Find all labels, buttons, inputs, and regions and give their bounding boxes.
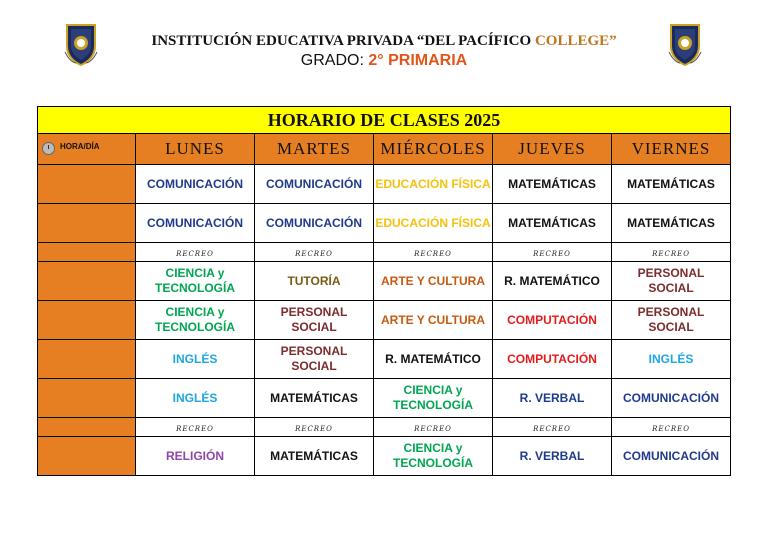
subject-name xyxy=(136,352,254,367)
subject-line: MATEMÁTICAS xyxy=(627,176,715,191)
day-header: VIERNES xyxy=(612,134,731,165)
recreo-row xyxy=(38,418,731,437)
time-slot-cell xyxy=(38,418,136,437)
time-slot-cell xyxy=(38,262,136,301)
class-cell xyxy=(255,437,374,476)
subject-line: ARTE Y CULTURA xyxy=(380,273,485,288)
subject-line: MATEMÁTICAS xyxy=(627,215,715,230)
subject-line: PERSONAL xyxy=(280,344,348,358)
recreo-cell xyxy=(493,418,612,437)
class-cell xyxy=(136,301,255,340)
grade-line xyxy=(100,50,668,72)
class-cell xyxy=(612,379,731,418)
subject-line: CIENCIA y xyxy=(403,383,463,397)
subject-line: SOCIAL xyxy=(648,281,694,295)
subject-name xyxy=(612,449,730,464)
subject-line: SOCIAL xyxy=(291,359,337,373)
subject-name xyxy=(374,177,492,192)
subject-name xyxy=(493,449,611,464)
subject-name xyxy=(374,216,492,231)
class-cell xyxy=(493,437,612,476)
subject-line: COMUNICACIÓN xyxy=(623,448,719,463)
subject-name xyxy=(493,216,611,231)
recreo-label: RECREO xyxy=(652,425,690,433)
subject-line: COMUNICACIÓN xyxy=(147,215,243,230)
subject-line: MATEMÁTICAS xyxy=(270,448,358,463)
subject-line: SOCIAL xyxy=(291,320,337,334)
recreo-label: RECREO xyxy=(414,425,452,433)
subject-line: R. VERBAL xyxy=(519,390,585,405)
class-cell xyxy=(255,165,374,204)
subject-name xyxy=(493,177,611,192)
subject-line: SOCIAL xyxy=(648,320,694,334)
class-cell xyxy=(374,301,493,340)
subject-name xyxy=(612,216,730,231)
subject-line: R. MATEMÁTICO xyxy=(385,351,481,366)
class-cell xyxy=(374,204,493,243)
class-cell xyxy=(612,165,731,204)
recreo-label: RECREO xyxy=(533,250,571,258)
subject-line: TECNOLOGÍA xyxy=(155,320,235,334)
time-slot-cell xyxy=(38,243,136,262)
subject-name xyxy=(255,305,373,335)
class-cell xyxy=(612,262,731,301)
recreo-row xyxy=(38,243,731,262)
subject-name xyxy=(612,177,730,192)
class-cell xyxy=(136,165,255,204)
subject-name xyxy=(136,391,254,406)
school-crest-logo-left xyxy=(64,22,98,66)
day-header: LUNES xyxy=(136,134,255,165)
class-row xyxy=(38,165,731,204)
subject-name xyxy=(493,274,611,289)
subject-line: INGLÉS xyxy=(648,351,694,366)
grade-label: GRADO: xyxy=(300,52,364,69)
recreo-cell xyxy=(374,243,493,262)
class-row xyxy=(38,437,731,476)
schedule-table xyxy=(37,106,731,476)
recreo-cell xyxy=(612,243,731,262)
subject-line: TECNOLOGÍA xyxy=(155,281,235,295)
subject-line: PERSONAL xyxy=(637,266,705,280)
subject-line: COMPUTACIÓN xyxy=(507,351,597,366)
class-cell xyxy=(612,340,731,379)
recreo-label: RECREO xyxy=(176,250,214,258)
subject-line: COMUNICACIÓN xyxy=(266,176,362,191)
recreo-cell xyxy=(136,418,255,437)
time-slot-cell xyxy=(38,340,136,379)
subject-name xyxy=(255,274,373,289)
recreo-cell xyxy=(612,418,731,437)
day-header-row xyxy=(38,134,731,165)
subject-line: MATEMÁTICAS xyxy=(270,390,358,405)
hora-dia-label: HORA/DÍA xyxy=(60,142,100,151)
class-cell xyxy=(136,204,255,243)
subject-name xyxy=(493,313,611,328)
subject-line: EDUCACIÓN FÍSICA xyxy=(375,176,491,191)
subject-name xyxy=(136,177,254,192)
recreo-label: RECREO xyxy=(533,425,571,433)
subject-line: ARTE Y CULTURA xyxy=(380,312,485,327)
subject-line: TUTORÍA xyxy=(287,273,341,288)
recreo-cell xyxy=(136,243,255,262)
subject-name xyxy=(374,352,492,367)
subject-name xyxy=(493,391,611,406)
time-slot-cell xyxy=(38,204,136,243)
subject-name xyxy=(136,305,254,335)
class-cell xyxy=(612,301,731,340)
recreo-label: RECREO xyxy=(176,425,214,433)
institution-name xyxy=(100,32,668,50)
institution-main: INSTITUCIÓN EDUCATIVA PRIVADA “DEL PACÍFICO xyxy=(151,33,532,49)
schedule-title: HORARIO DE CLASES 2025 xyxy=(38,107,731,134)
subject-line: R. VERBAL xyxy=(519,448,585,463)
subject-name xyxy=(612,391,730,406)
subject-line: COMPUTACIÓN xyxy=(507,312,597,327)
recreo-label: RECREO xyxy=(295,250,333,258)
class-cell xyxy=(493,301,612,340)
recreo-label: RECREO xyxy=(652,250,690,258)
subject-name xyxy=(374,313,492,328)
class-cell xyxy=(374,437,493,476)
class-cell xyxy=(136,379,255,418)
subject-line: COMUNICACIÓN xyxy=(147,176,243,191)
class-cell xyxy=(255,379,374,418)
subject-name xyxy=(612,266,730,296)
class-cell xyxy=(493,379,612,418)
class-cell xyxy=(374,379,493,418)
grade-value: 2° PRIMARIA xyxy=(368,52,468,69)
subject-name xyxy=(374,383,492,413)
class-row xyxy=(38,379,731,418)
subject-name xyxy=(374,441,492,471)
class-cell xyxy=(493,340,612,379)
day-header: MARTES xyxy=(255,134,374,165)
subject-line: INGLÉS xyxy=(172,351,218,366)
subject-name xyxy=(255,344,373,374)
class-cell xyxy=(374,165,493,204)
subject-line: RELIGIÓN xyxy=(165,448,224,463)
class-row xyxy=(38,262,731,301)
schedule-body xyxy=(38,165,731,476)
class-cell xyxy=(374,340,493,379)
subject-name xyxy=(612,305,730,335)
time-slot-cell xyxy=(38,437,136,476)
subject-line: INGLÉS xyxy=(172,390,218,405)
subject-line: MATEMÁTICAS xyxy=(508,215,596,230)
class-row xyxy=(38,301,731,340)
time-slot-cell xyxy=(38,379,136,418)
recreo-cell xyxy=(493,243,612,262)
class-cell xyxy=(255,340,374,379)
class-cell xyxy=(255,204,374,243)
class-cell xyxy=(493,165,612,204)
subject-line: CIENCIA y xyxy=(165,266,225,280)
subject-name xyxy=(612,352,730,367)
subject-name xyxy=(255,449,373,464)
subject-line: PERSONAL xyxy=(280,305,348,319)
subject-name xyxy=(136,266,254,296)
subject-line: CIENCIA y xyxy=(165,305,225,319)
subject-name xyxy=(374,274,492,289)
subject-name xyxy=(255,177,373,192)
hora-dia-header xyxy=(38,134,136,165)
class-cell xyxy=(136,262,255,301)
document-heading xyxy=(100,32,668,72)
class-cell xyxy=(255,262,374,301)
time-slot-cell xyxy=(38,301,136,340)
time-slot-cell xyxy=(38,165,136,204)
class-cell xyxy=(255,301,374,340)
subject-line: EDUCACIÓN FÍSICA xyxy=(375,215,491,230)
recreo-cell xyxy=(255,243,374,262)
day-header: MIÉRCOLES xyxy=(374,134,493,165)
institution-college: COLLEGE” xyxy=(534,33,617,49)
class-row xyxy=(38,340,731,379)
recreo-label: RECREO xyxy=(414,250,452,258)
class-cell xyxy=(612,204,731,243)
class-cell xyxy=(612,437,731,476)
subject-name xyxy=(255,216,373,231)
school-crest-logo-right xyxy=(668,22,702,66)
subject-line: PERSONAL xyxy=(637,305,705,319)
class-cell xyxy=(374,262,493,301)
subject-name xyxy=(255,391,373,406)
day-header: JUEVES xyxy=(493,134,612,165)
subject-line: TECNOLOGÍA xyxy=(393,456,473,470)
subject-name xyxy=(136,449,254,464)
subject-line: R. MATEMÁTICO xyxy=(504,273,600,288)
class-cell xyxy=(493,262,612,301)
subject-line: TECNOLOGÍA xyxy=(393,398,473,412)
subject-line: COMUNICACIÓN xyxy=(266,215,362,230)
class-cell xyxy=(136,437,255,476)
class-row xyxy=(38,204,731,243)
recreo-cell xyxy=(255,418,374,437)
recreo-cell xyxy=(374,418,493,437)
subject-name xyxy=(136,216,254,231)
subject-line: COMUNICACIÓN xyxy=(623,390,719,405)
class-cell xyxy=(136,340,255,379)
class-cell xyxy=(493,204,612,243)
subject-line: MATEMÁTICAS xyxy=(508,176,596,191)
subject-name xyxy=(493,352,611,367)
subject-line: CIENCIA y xyxy=(403,441,463,455)
clock-icon xyxy=(42,142,55,155)
recreo-label: RECREO xyxy=(295,425,333,433)
